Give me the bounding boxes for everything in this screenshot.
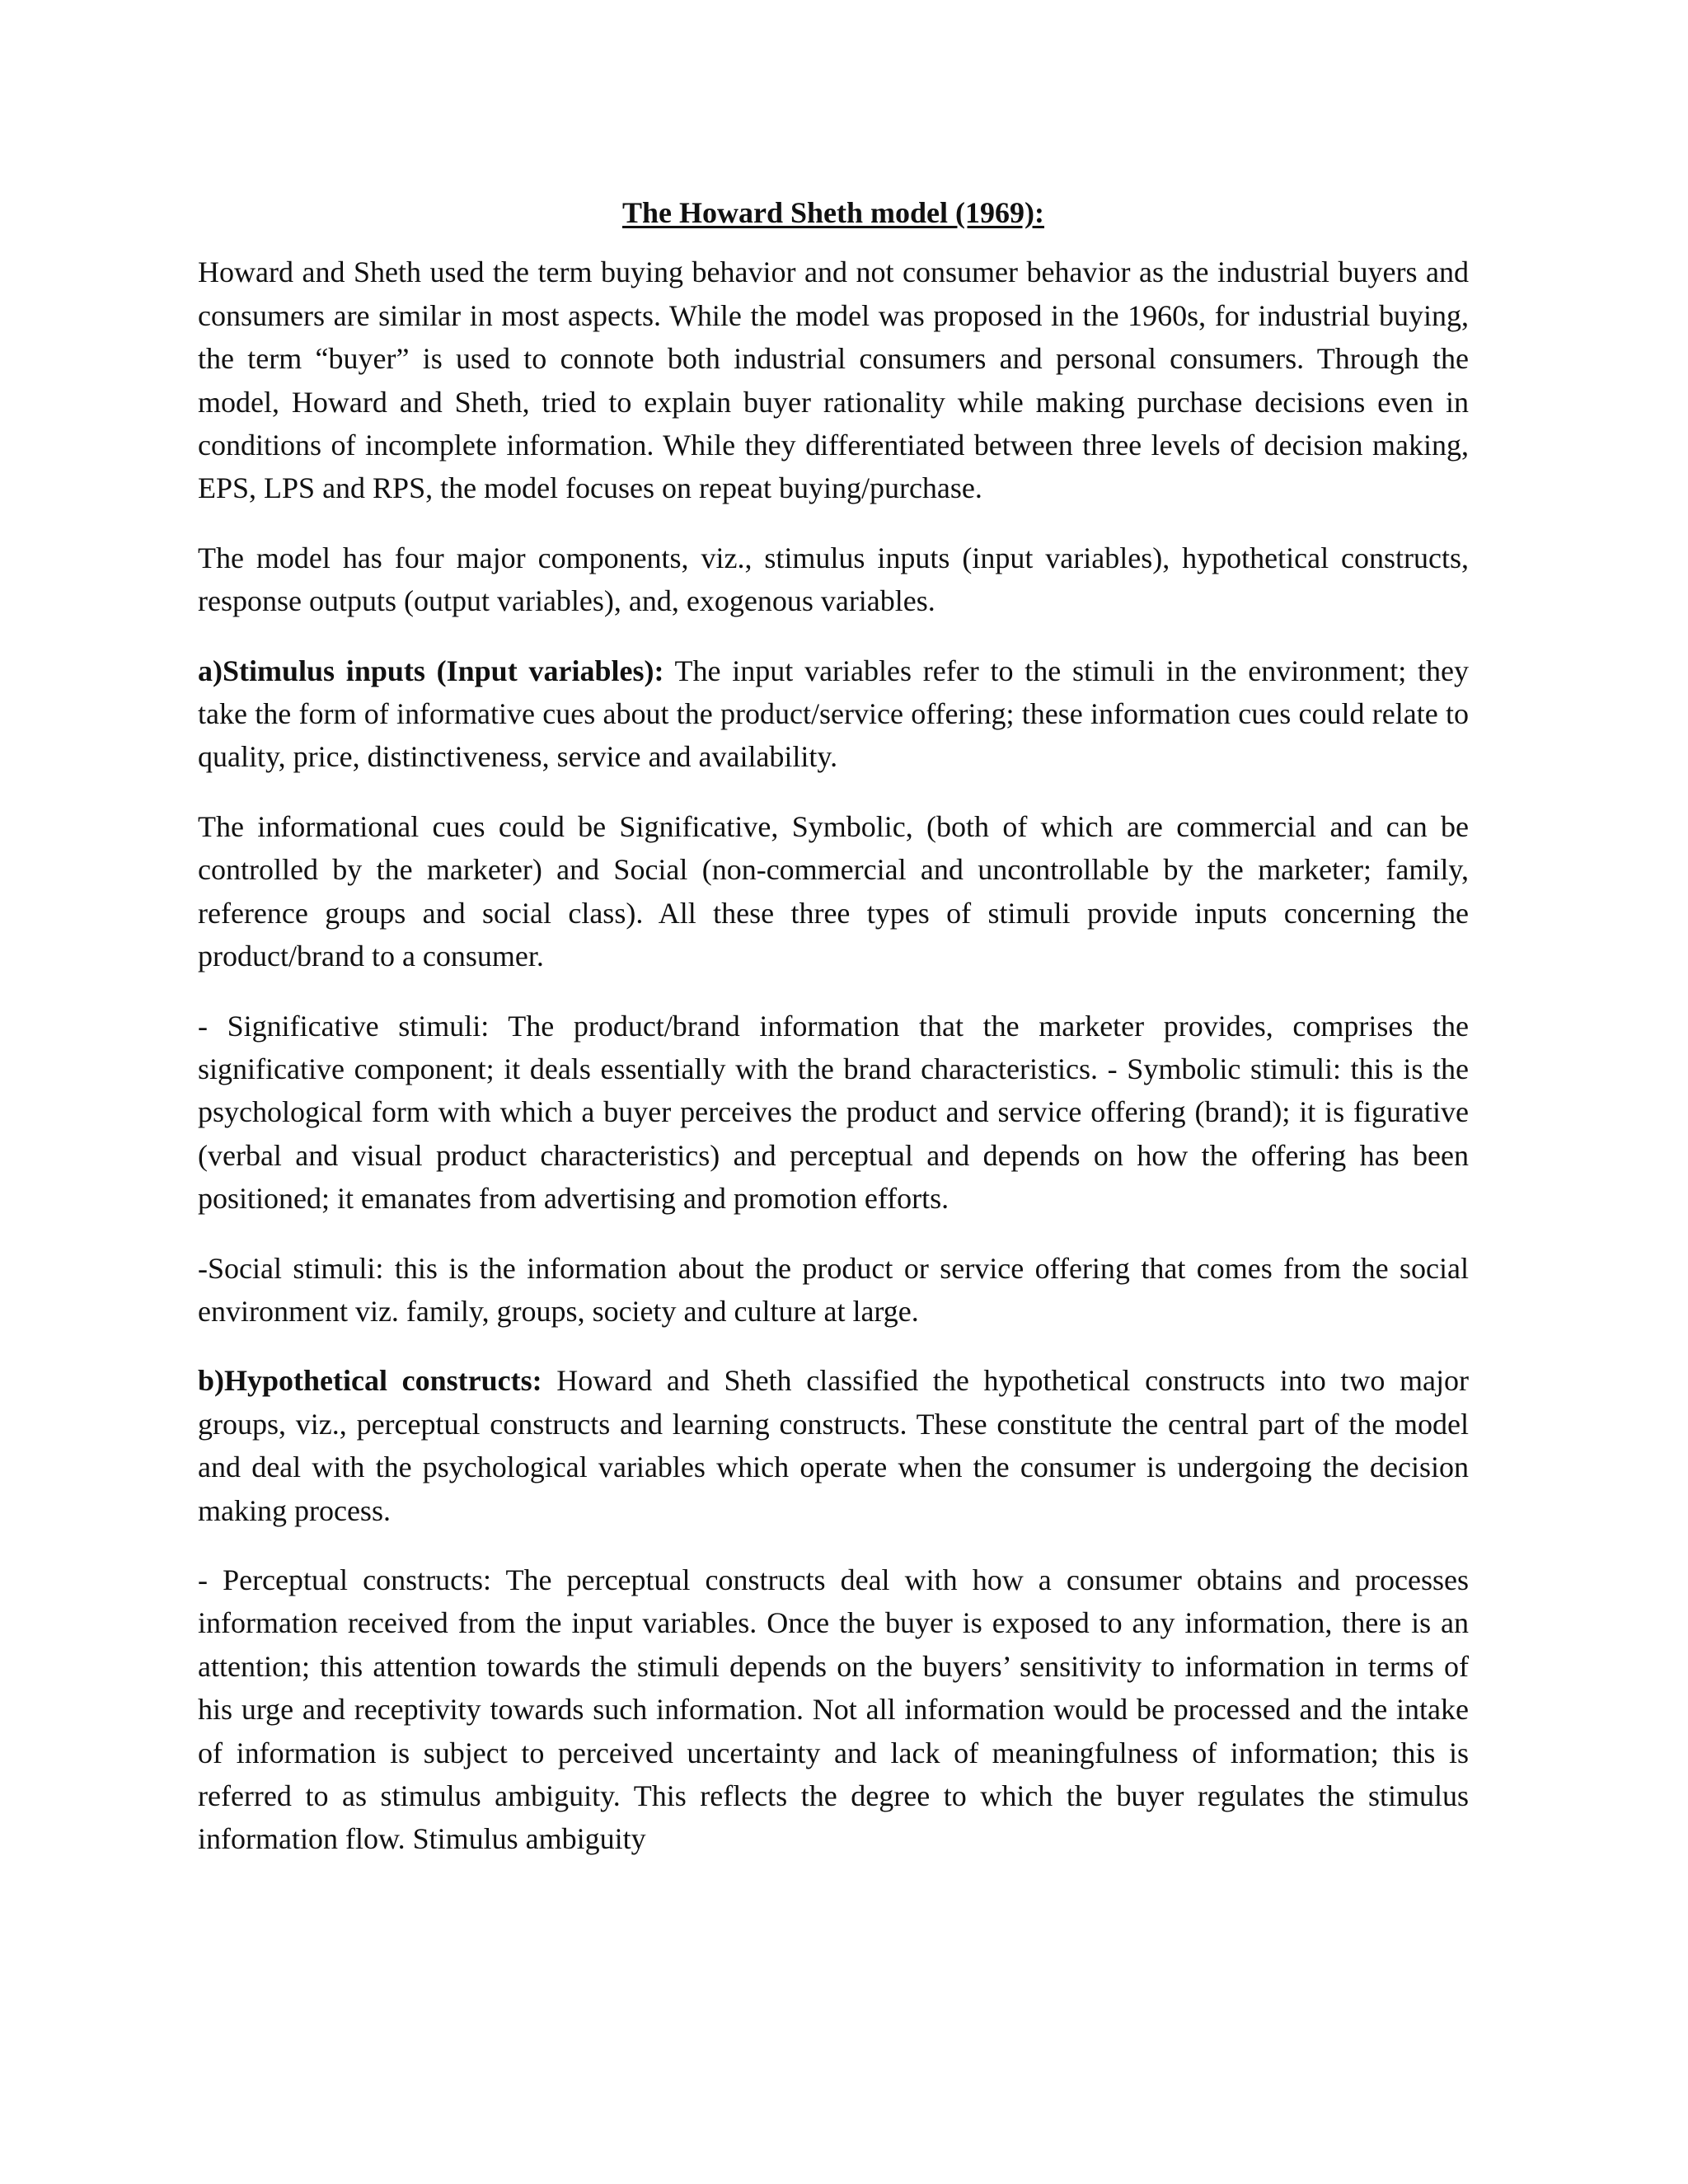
section-label-hypothetical-constructs: b)Hypothetical constructs: [198, 1364, 542, 1398]
paragraph-significative-stimuli: - Significative stimuli: The product/brand information that the marketer provides, comprises the significative component; it deals essentially with the brand characteristics. - Symbolic stimuli: this is the psychological form with which a buyer perceives the product and service offering (brand); it is figurative (verbal and visual product characteristics) and perceptual and depends on how the offering has been positioned; it emanates from advertising and promotion efforts. [198, 1009, 1469, 1216]
section-label-stimulus-inputs: a)Stimulus inputs (Input variables): [198, 654, 664, 687]
page-title: The Howard Sheth model (1969): [622, 196, 1044, 229]
document-body [198, 191, 1469, 1887]
paragraph-components: The model has four major components, viz., stimulus inputs (input variables), hypothetical constructs, response outputs (output variables), and, exogenous variables. [198, 541, 1469, 618]
paragraph-stimulus-inputs [198, 649, 1469, 779]
paragraph-stimulus-inputs-text: The input variables refer to the stimuli in the environment; they take the form of informative cues about the product/service offering; these information cues could relate to quality, price, distinctiveness, service and availability. [198, 654, 1469, 774]
paragraph-informational-cues: The informational cues could be Significative, Symbolic, (both of which are commercial and can be controlled by the marketer) and Social (non-commercial and uncontrollable by the marketer; family, reference groups and social class). All these three types of stimuli provide inputs concerning the product/brand to a consumer. [198, 809, 1469, 973]
paragraph-hypothetical-constructs-text: Howard and Sheth classified the hypothetical constructs into two major groups, viz., perceptual constructs and learning constructs. These constitute the central part of the model and deal with the psychological variables which operate when the consumer is undergoing the decision making process. [198, 1364, 1469, 1527]
paragraph-intro: Howard and Sheth used the term buying behavior and not consumer behavior as the industrial buyers and consumers are similar in most aspects. While the model was proposed in the 1960s, for industrial buying, the term “buyer” is used to connote both industrial consumers and personal consumers. Through the model, Howard and Sheth, tried to explain buyer rationality while making purchase decisions even in conditions of incomplete information. While they differentiated between three levels of decision making, EPS, LPS and RPS, the model focuses on repeat buying/purchase. [198, 255, 1469, 505]
paragraph-perceptual-constructs: - Perceptual constructs: The perceptual constructs deal with how a consumer obtains and processes information received from the input variables. Once the buyer is exposed to any information, there is an attention; this attention towards the stimuli depends on the buyers’ sensitivity to information in terms of his urge and receptivity towards such information. Not all information would be processed and the intake of information is subject to perceived uncertainty and lack of meaningfulness of information; this is referred to as stimulus ambiguity. This reflects the degree to which the buyer regulates the stimulus information flow. Stimulus ambiguity [198, 1563, 1469, 1856]
paragraph-hypothetical-constructs [198, 1359, 1469, 1532]
paragraph-social-stimuli: -Social stimuli: this is the information about the product or service offering that comes from the social environment viz. family, groups, society and culture at large. [198, 1251, 1469, 1328]
